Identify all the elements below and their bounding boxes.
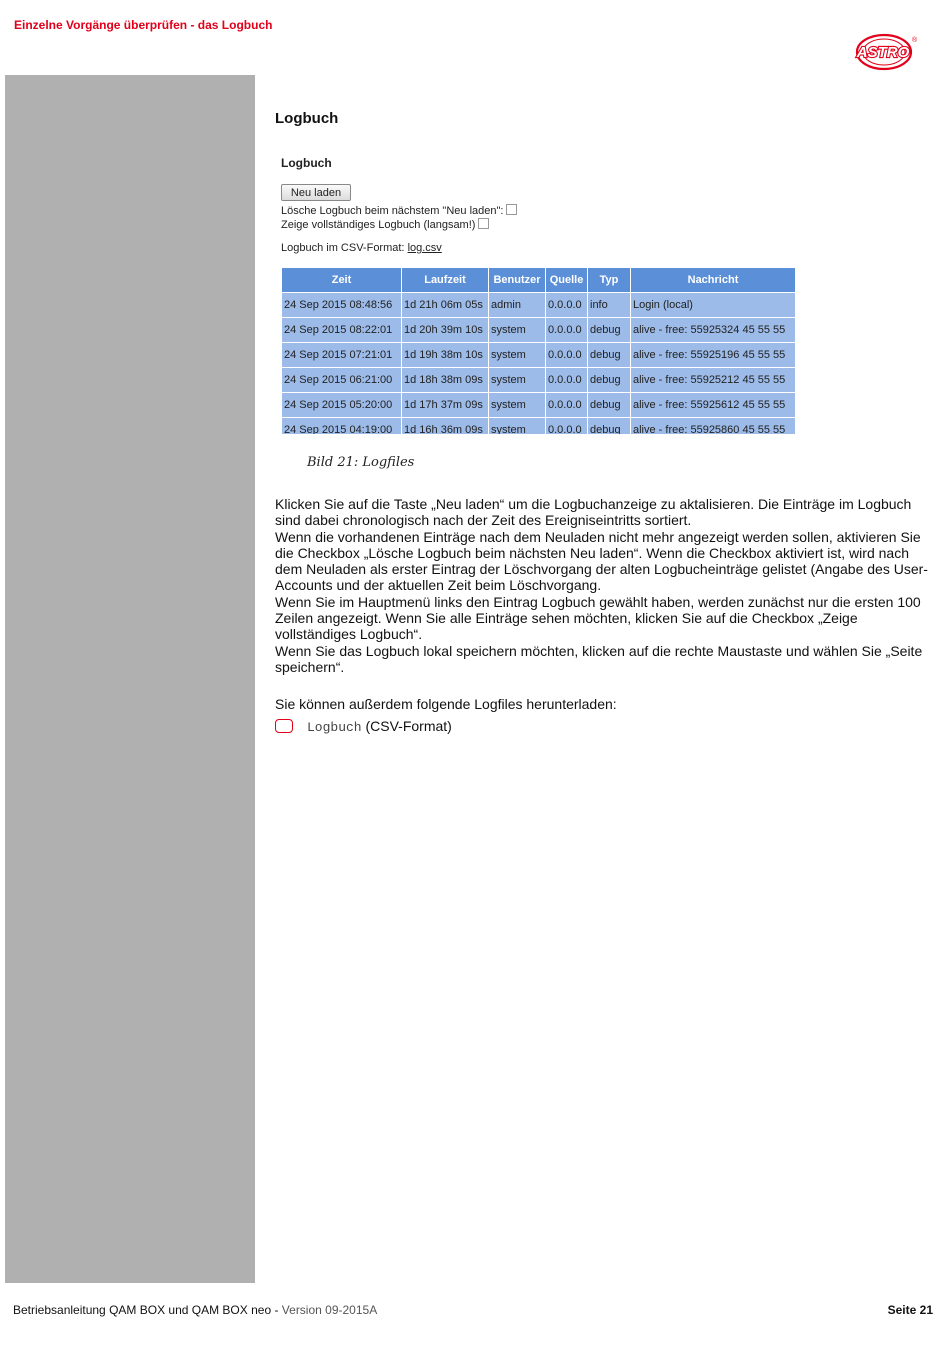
- cell-zeit: 24 Sep 2015 05:20:00: [282, 393, 402, 418]
- table-row: [282, 318, 796, 343]
- footer-document-title: [13, 1303, 377, 1317]
- cell-laufzeit: 1d 21h 06m 05s: [402, 293, 489, 318]
- cell-nachricht: alive - free: 55925860 45 55 55: [631, 418, 796, 435]
- table-row: [282, 293, 796, 318]
- paragraph: Wenn die vorhandenen Einträge nach dem Neuladen nicht mehr angezeigt werden sollen, aktivieren Sie die Checkbox „Lösche Logbuch beim nächsten Neu laden“. Wenn die Checkbox aktiviert ist, wird nach dem Neuladen als erster Eintrag der Löschvorgang der alten Logbucheinträge gelistet (Angabe des User-Accounts und der aktuellen Zeit beim Löschvorgang.: [275, 528, 928, 594]
- cell-benutzer: system: [489, 368, 546, 393]
- cell-benutzer: system: [489, 418, 546, 435]
- column-header-quelle: Quelle: [546, 268, 588, 293]
- table-row: [282, 418, 796, 435]
- footer-page-number: Seite 21: [887, 1303, 933, 1317]
- cell-zeit: 24 Sep 2015 07:21:01: [282, 343, 402, 368]
- download-lead-text: Sie können außerdem folgende Logfiles herunterladen:: [275, 696, 617, 712]
- cell-laufzeit: 1d 17h 37m 09s: [402, 393, 489, 418]
- cell-typ: debug: [588, 343, 631, 368]
- cell-nachricht: alive - free: 55925212 45 55 55: [631, 368, 796, 393]
- logbook-table: [281, 267, 796, 434]
- cell-quelle: 0.0.0.0: [546, 393, 588, 418]
- column-header-typ: Typ: [588, 268, 631, 293]
- table-row: [282, 393, 796, 418]
- cell-laufzeit: 1d 19h 38m 10s: [402, 343, 489, 368]
- bullet-box-icon: [275, 719, 293, 733]
- cell-benutzer: system: [489, 393, 546, 418]
- table-row: [282, 343, 796, 368]
- cell-zeit: 24 Sep 2015 06:21:00: [282, 368, 402, 393]
- section-heading: Logbuch: [275, 110, 339, 127]
- reload-button[interactable]: Neu laden: [281, 184, 351, 201]
- table-row: [282, 368, 796, 393]
- cell-typ: info: [588, 293, 631, 318]
- cell-zeit: 24 Sep 2015 08:48:56: [282, 293, 402, 318]
- figure-caption: Bild 21: Logfiles: [307, 455, 415, 470]
- clear-log-checkbox[interactable]: [506, 204, 517, 215]
- cell-quelle: 0.0.0.0: [546, 368, 588, 393]
- download-list-item: [275, 718, 452, 735]
- astro-logo: [848, 30, 918, 74]
- cell-quelle: 0.0.0.0: [546, 293, 588, 318]
- cell-nachricht: alive - free: 55925196 45 55 55: [631, 343, 796, 368]
- cell-benutzer: admin: [489, 293, 546, 318]
- sidebar-panel: [5, 75, 255, 1283]
- paragraph: Klicken Sie auf die Taste „Neu laden“ um die Logbuchanzeige zu aktalisieren. Die Einträge im Logbuch sind dabei chronologisch nach der Zeit des Ereigniseintritts sortiert.: [275, 496, 912, 529]
- cell-typ: debug: [588, 318, 631, 343]
- page-header-title: Einzelne Vorgänge überprüfen - das Logbuch: [14, 18, 273, 32]
- footer-version: Version 09-2015A: [281, 1303, 378, 1317]
- paragraph: Wenn Sie im Hauptmenü links den Eintrag Logbuch gewählt haben, werden zunächst nur die ersten 100 Zeilen angezeigt. Wenn Sie alle Einträge sehen möchten, klicken Sie auf die Checkbox „Zeige vollständiges Logbuch“.: [275, 593, 921, 643]
- cell-zeit: 24 Sep 2015 08:22:01: [282, 318, 402, 343]
- column-header-nachricht: Nachricht: [631, 268, 796, 293]
- cell-quelle: 0.0.0.0: [546, 318, 588, 343]
- logo-registered: ®: [912, 37, 918, 44]
- cell-typ: debug: [588, 418, 631, 435]
- column-header-laufzeit: Laufzeit: [402, 268, 489, 293]
- cell-typ: debug: [588, 368, 631, 393]
- option-full-label: Zeige vollständiges Logbuch (langsam!): [281, 219, 476, 231]
- cell-nachricht: alive - free: 55925324 45 55 55: [631, 318, 796, 343]
- body-text: [275, 496, 935, 675]
- option-clear-label: Lösche Logbuch beim nächstem "Neu laden":: [281, 205, 504, 217]
- cell-benutzer: system: [489, 318, 546, 343]
- footer-manual-name: Betriebsanleitung QAM BOX und QAM BOX neo -: [13, 1303, 282, 1317]
- column-header-benutzer: Benutzer: [489, 268, 546, 293]
- logo-text: ASTRO: [856, 44, 910, 61]
- option-clear-row: [281, 204, 517, 217]
- cell-benutzer: system: [489, 343, 546, 368]
- cell-laufzeit: 1d 16h 36m 09s: [402, 418, 489, 435]
- cell-quelle: 0.0.0.0: [546, 418, 588, 435]
- cell-zeit: 24 Sep 2015 04:19:00: [282, 418, 402, 435]
- screenshot-title: Logbuch: [281, 156, 332, 170]
- csv-row: [281, 242, 442, 254]
- logbook-screenshot: [275, 148, 845, 434]
- table-header-row: [282, 268, 796, 293]
- cell-laufzeit: 1d 18h 38m 09s: [402, 368, 489, 393]
- cell-nachricht: Login (local): [631, 293, 796, 318]
- column-header-zeit: Zeit: [282, 268, 402, 293]
- cell-nachricht: alive - free: 55925612 45 55 55: [631, 393, 796, 418]
- cell-typ: debug: [588, 393, 631, 418]
- csv-download-link[interactable]: log.csv: [407, 242, 442, 254]
- download-item-format: (CSV-Format): [361, 718, 452, 734]
- paragraph: Wenn Sie das Logbuch lokal speichern möchten, klicken auf die rechte Maustaste und wählen Sie „Seite speichern“.: [275, 642, 923, 675]
- cell-quelle: 0.0.0.0: [546, 343, 588, 368]
- download-item-name: Logbuch: [307, 720, 362, 735]
- option-full-row: [281, 218, 489, 231]
- cell-laufzeit: 1d 20h 39m 10s: [402, 318, 489, 343]
- full-log-checkbox[interactable]: [478, 218, 489, 229]
- csv-label: Logbuch im CSV-Format:: [281, 242, 405, 254]
